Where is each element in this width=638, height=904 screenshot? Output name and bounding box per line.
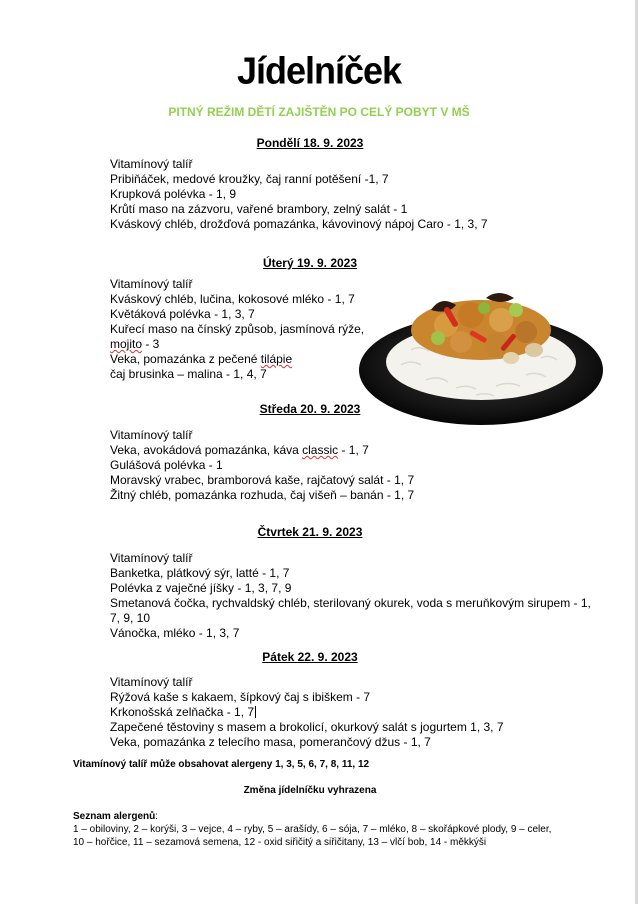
menu-line: Rýžová kaše s kakaem, šípkový čaj s ibiškem - 7 <box>110 690 371 704</box>
menu-monday <box>110 157 488 232</box>
menu-line: Kváskový chléb, lučina, kokosové mléko - 1, 7 <box>110 292 355 306</box>
menu-thursday <box>110 551 591 641</box>
spellcheck-word: tilápie <box>260 352 293 366</box>
day-heading-monday: Pondělí 18. 9. 2023 <box>256 136 364 150</box>
menu-line: 7, 9, 10 <box>110 611 151 625</box>
menu-line-text: Krkonošská zelňačka - 1, 7 <box>110 705 255 719</box>
menu-line: Vitamínový talíř <box>110 675 193 689</box>
allergens-colon: : <box>155 811 159 822</box>
menu-line: Gulášová polévka - 1 <box>110 458 223 472</box>
menu-line: Smetanová čočka, rychvaldský chléb, sterilovaný okurek, voda s meruňkovým sirupem - 1, <box>110 596 591 610</box>
menu-line: Moravský vrabec, bramborová kaše, rajčatový salát - 1, 7 <box>110 473 415 487</box>
menu-line: Vánočka, mléko - 1, 3, 7 <box>110 626 240 640</box>
menu-line: Veka, pomazánka z telecího masa, pomerančový džus - 1, 7 <box>110 735 431 749</box>
day-heading-wednesday: Středa 20. 9. 2023 <box>259 402 361 416</box>
menu-line: Vitamínový talíř <box>110 157 193 171</box>
menu-line: Krupková polévka - 1, 9 <box>110 187 237 201</box>
menu-line-tail: - 1, 7 <box>338 443 369 457</box>
day-heading-friday: Pátek 22. 9. 2023 <box>262 650 358 664</box>
menu-wednesday <box>110 428 414 503</box>
menu-line <box>110 352 364 367</box>
menu-line: Banketka, plátkový sýr, latté - 1, 7 <box>110 566 290 580</box>
menu-line-tail: - 3 <box>142 337 160 351</box>
menu-line: Krůtí maso na zázvoru, vařené brambory, zelný salát - 1 <box>110 202 408 216</box>
allergens-line: 1 – obiloviny, 2 – korýši, 3 – vejce, 4 – ryby, 5 – arašídy, 6 – sója, 7 – mléko, 8 – skořápkové plody, 9 – celer, <box>73 824 552 835</box>
spellcheck-word: classic <box>302 443 339 457</box>
menu-line-head: Veka, pomazánka z pečené <box>110 352 261 366</box>
menu-line: Žitný chléb, pomazánka rozhuda, čaj višeň – banán - 1, 7 <box>110 488 415 502</box>
menu-line: Vitamínový talíř <box>110 277 193 291</box>
allergens-heading: Seznam alergenů <box>73 811 156 822</box>
menu-line: Polévka z vaječné jíšky - 1, 3, 7, 9 <box>110 581 292 595</box>
menu-line-head: Veka, avokádová pomazánka, káva <box>110 443 303 457</box>
menu-line: Zapečené těstoviny s masem a brokolicí, okurkový salát s jogurtem 1, 3, 7 <box>110 720 504 734</box>
menu-line[interactable] <box>110 705 504 720</box>
page-title: Jídelníček <box>236 48 402 92</box>
menu-tuesday <box>110 277 364 382</box>
text-cursor <box>255 706 256 718</box>
day-heading-tuesday: Úterý 19. 9. 2023 <box>262 256 358 270</box>
vitamin-note: Vitamínový talíř může obsahovat alergeny 1, 3, 5, 6, 7, 8, 11, 12 <box>73 759 370 770</box>
allergens-list <box>73 823 551 849</box>
menu-line: Vitamínový talíř <box>110 428 193 442</box>
allergens-heading-row <box>73 810 158 823</box>
menu-line: Květáková polévka - 1, 3, 7 <box>110 307 255 321</box>
menu-line: Pribiňáček, medové kroužky, čaj ranní potěšení -1, 7 <box>110 172 389 186</box>
menu-line: Vitamínový talíř <box>110 551 193 565</box>
menu-line: Kuřecí maso na čínský způsob, jasmínová rýže, <box>110 322 365 336</box>
menu-line-wrap <box>110 337 364 352</box>
menu-line: čaj brusinka – malina - 1, 4, 7 <box>110 367 267 381</box>
page-subtitle: PITNÝ REŽIM DĚTÍ ZAJIŠTĚN PO CELÝ POBYT V MŠ <box>168 105 470 119</box>
menu-line: Kváskový chléb, drožďová pomazánka, kávovinový nápoj Caro - 1, 3, 7 <box>110 217 488 231</box>
change-note: Změna jídelníčku vyhrazena <box>243 785 377 796</box>
menu-line <box>110 443 414 458</box>
day-heading-thursday: Čtvrtek 21. 9. 2023 <box>257 525 363 539</box>
menu-friday <box>110 675 504 750</box>
allergens-line: 10 – hořčice, 11 – sezamová semena, 12 - oxid siřičitý a siřičitany, 13 – vlčí bob, 14 - měkkýši <box>73 837 487 848</box>
spellcheck-word: mojito <box>110 337 143 351</box>
